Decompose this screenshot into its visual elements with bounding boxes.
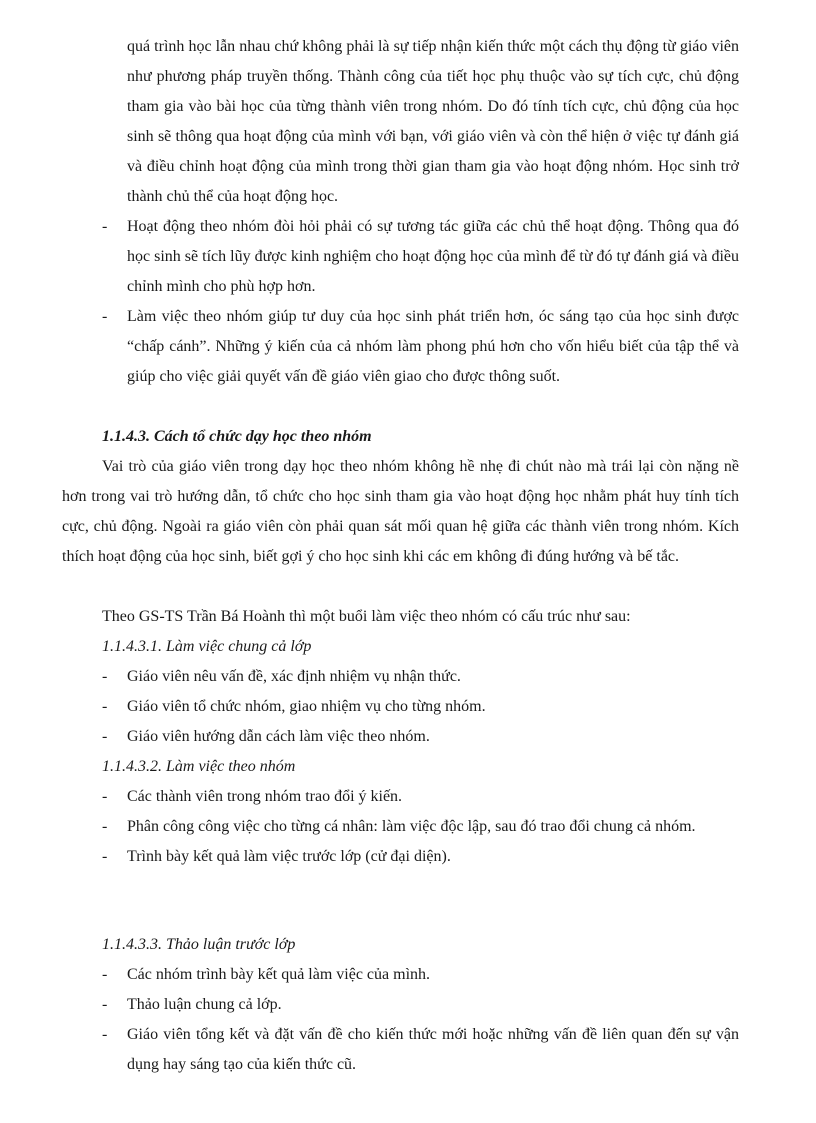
sub2-heading: 1.1.4.3.2. Làm việc theo nhóm (102, 758, 296, 775)
sub3-list (102, 960, 739, 1080)
list-item-text: Giáo viên tổ chức nhóm, giao nhiệm vụ cho từng nhóm. (127, 698, 486, 715)
list-item (102, 722, 739, 752)
structure-intro-block (102, 602, 739, 632)
structure-intro: Theo GS-TS Trần Bá Hoành thì một buổi làm việc theo nhóm có cấu trúc như sau: (102, 608, 631, 625)
list-item-text: Phân công công việc cho từng cá nhân: làm việc độc lập, sau đó trao đổi chung cả nhóm. (127, 818, 696, 835)
sub1-heading-block (102, 632, 739, 662)
dash-marker: - (102, 308, 108, 325)
list-item (102, 842, 739, 872)
sub2-list (102, 782, 739, 872)
sub1-heading: 1.1.4.3.1. Làm việc chung cả lớp (102, 638, 312, 655)
dash-marker: - (102, 818, 108, 835)
section-paragraph-block (62, 452, 739, 572)
bullet-list-top (102, 212, 739, 392)
list-item-text: Làm việc theo nhóm giúp tư duy của học sinh phát triển hơn, óc sáng tạo của học sinh được “chấp cánh”. Những ý kiến của cả nhóm làm phong phú hơn cho vốn hiểu biết của tập thể và giúp cho việc giải quyết vấn đề giáo viên giao cho được thông suốt. (127, 308, 739, 385)
dash-marker: - (102, 848, 108, 865)
list-item (102, 212, 739, 302)
list-item-text: Giáo viên nêu vấn đề, xác định nhiệm vụ nhận thức. (127, 668, 461, 685)
section-heading: 1.1.4.3. Cách tổ chức dạy học theo nhóm (102, 428, 372, 445)
list-item-text: Hoạt động theo nhóm đòi hỏi phải có sự tương tác giữa các chủ thể hoạt động. Thông qua đó học sinh sẽ tích lũy được kinh nghiệm cho hoạt động học của mình để từ đó tự đánh giá và điều chỉnh mình cho phù hợp hơn. (127, 218, 739, 295)
list-item-text: Giáo viên hướng dẫn cách làm việc theo nhóm. (127, 728, 430, 745)
dash-marker: - (102, 966, 108, 983)
section-paragraph: Vai trò của giáo viên trong dạy học theo nhóm không hề nhẹ đi chút nào mà trái lại còn nặng nề hơn trong vai trò hướng dẫn, tổ chức cho học sinh tham gia vào hoạt động học nhằm phát huy tính tích cực, chủ động. Ngoài ra giáo viên còn phải quan sát mối quan hệ giữa các thành viên trong nhóm. Kích thích hoạt động của học sinh, biết gợi ý cho học sinh khi các em không đi đúng hướng và bế tắc. (62, 458, 739, 565)
list-item (102, 302, 739, 392)
list-item (102, 692, 739, 722)
dash-marker: - (102, 668, 108, 685)
sub1-list (102, 662, 739, 752)
list-item-text: Các nhóm trình bày kết quả làm việc của mình. (127, 966, 431, 983)
list-item (102, 990, 739, 1020)
sub2-heading-block (102, 752, 739, 782)
intro-paragraph: quá trình học lẫn nhau chứ không phải là sự tiếp nhận kiến thức một cách thụ động từ giáo viên như phương pháp truyền thống. Thành công của tiết học phụ thuộc vào sự tích cực, chủ động tham gia vào bài học của từng thành viên trong nhóm. Do đó tính tích cực, chủ động của học sinh sẽ thông qua hoạt động của mình với bạn, với giáo viên và còn thể hiện ở việc tự đánh giá và điều chỉnh hoạt động của mình trong thời gian tham gia vào hoạt động nhóm. Học sinh trở thành chủ thể của hoạt động học. (127, 38, 739, 205)
dash-marker: - (102, 728, 108, 745)
list-item (102, 812, 739, 842)
list-item-text: Giáo viên tổng kết và đặt vấn đề cho kiến thức mới hoặc những vấn đề liên quan đến sự vận dụng hay sáng tạo của kiến thức cũ. (127, 1026, 739, 1073)
list-item (102, 1020, 739, 1080)
dash-marker: - (102, 698, 108, 715)
list-item (102, 960, 739, 990)
dash-marker: - (102, 788, 108, 805)
dash-marker: - (102, 1026, 108, 1043)
list-item-text: Thảo luận chung cả lớp. (127, 996, 282, 1013)
dash-marker: - (102, 218, 108, 235)
list-item-text: Trình bày kết quả làm việc trước lớp (cử đại diện). (127, 848, 451, 865)
section-heading-block (102, 422, 739, 452)
list-item (102, 662, 739, 692)
sub3-heading: 1.1.4.3.3. Thảo luận trước lớp (102, 936, 296, 953)
list-item (102, 782, 739, 812)
intro-block (127, 32, 739, 212)
list-item-text: Các thành viên trong nhóm trao đổi ý kiến. (127, 788, 403, 805)
dash-marker: - (102, 996, 108, 1013)
sub3-heading-block (102, 930, 739, 960)
